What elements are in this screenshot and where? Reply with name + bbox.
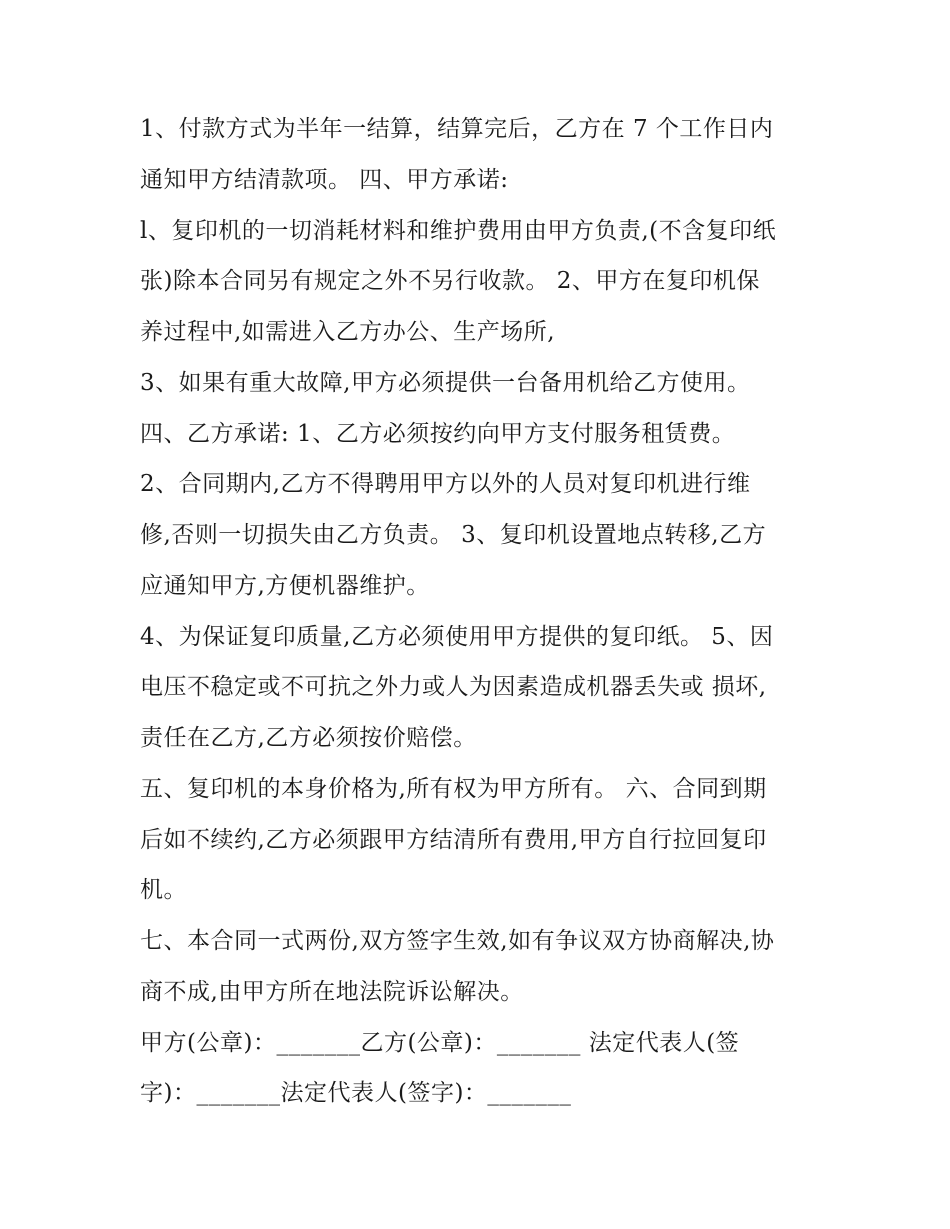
text-line-4: 张)除本合同另有规定之外不另行收款。 2、甲方在复印机保 xyxy=(140,268,760,294)
text-line-2: 通知甲方结清款项。 四、甲方承诺: xyxy=(140,167,509,193)
text-line-5: 养过程中,如需进入乙方办公、生产场所, xyxy=(140,319,556,345)
text-line-9: 修,否则一切损失由乙方负责。 3、复印机设置地点转移,乙方 xyxy=(140,522,767,548)
text-line-6: 3、如果有重大故障,甲方必须提供一台备用机给乙方使用。 xyxy=(140,370,751,396)
text-line-19: 甲方(公章)：_______乙方(公章)：_______ 法定代表人(签 xyxy=(140,1030,740,1056)
text-line-20: 字)：_______法定代表人(签字)：_______ xyxy=(140,1080,572,1106)
text-line-8: 2、合同期内,乙方不得聘用甲方以外的人员对复印机进行维 xyxy=(140,471,751,497)
text-line-10: 应通知甲方,方便机器维护。 xyxy=(140,573,430,599)
text-line-13: 责任在乙方,乙方必须按价赔偿。 xyxy=(140,725,477,751)
text-line-16: 机。 xyxy=(140,877,187,903)
text-line-1: 1、付款方式为半年一结算，结算完后，乙方在 7 个工作日内 xyxy=(140,116,774,142)
text-line-3: l、复印机的一切消耗材料和维护费用由甲方负责,(不含复印纸 xyxy=(140,218,777,244)
text-line-7: 四、乙方承诺: 1、乙方必须按约向甲方支付服务租赁费。 xyxy=(140,421,736,447)
text-line-18: 商不成,由甲方所在地法院诉讼解决。 xyxy=(140,979,524,1005)
text-line-12: 电压不稳定或不可抗之外力或人为因素造成机器丢失或 损坏, xyxy=(140,674,767,700)
text-line-11: 4、为保证复印质量,乙方必须使用甲方提供的复印纸。 5、因 xyxy=(140,624,774,650)
text-line-17: 七、本合同一式两份,双方签字生效,如有争议双方协商解决,协 xyxy=(140,928,775,954)
text-line-14: 五、复印机的本身价格为,所有权为甲方所有。 六、合同到期 xyxy=(140,776,767,802)
text-line-15: 后如不续约,乙方必须跟甲方结清所有费用,甲方自行拉回复印 xyxy=(140,827,767,853)
